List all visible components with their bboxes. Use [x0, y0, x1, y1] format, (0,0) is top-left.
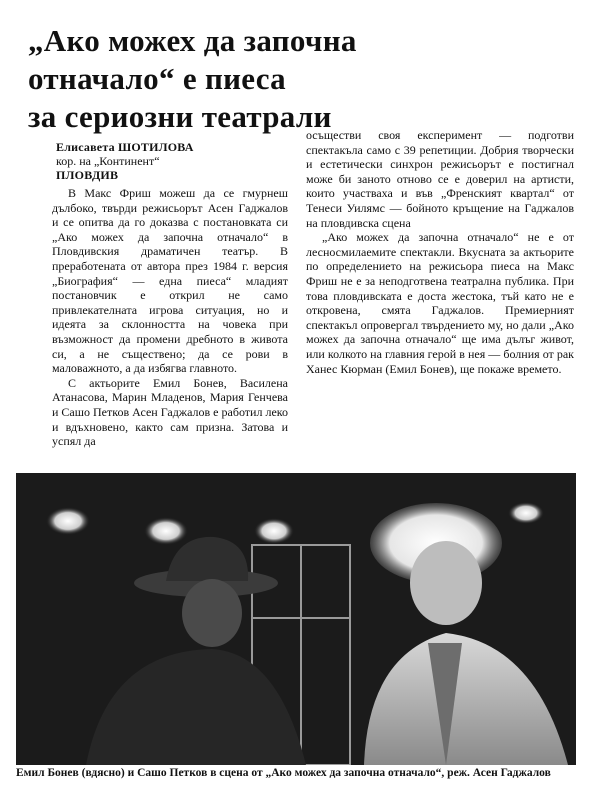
column-2-paragraph-2: „Ако можех да започна отначало“ не е от лесносмилаемите спектакли. Вкусната за актьорите по определението на режисьора пиеса на Макс Фриш не е за неподготвена театрална публика. При това пловдивската е доста жестока, тъй като не е откровена, смята Гаджалов. Премиерният спектакъл опровергал твърдението му, но дали „Ако можех да започна отначало“ ще има дълъг живот, или колкото на главния герой в нея — болния от рак Ханес Кюрман (Емил Бонев), ще покаже времето.: [306, 230, 574, 376]
headline-line-3: за сериозни театрали: [28, 99, 332, 134]
byline-role: кор. на „Континент“: [56, 154, 160, 168]
photo-caption: Емил Бонев (вдясно) и Сашо Петков в сцена от „Ако можех да започна отначало“, реж. Асен Гаджалов: [16, 767, 551, 779]
stage-light-4: [508, 502, 544, 524]
stage-light-3: [254, 518, 294, 544]
stage-photo-image: [16, 473, 576, 765]
column-1-paragraph-2: С актьорите Емил Бонев, Василена Атанасова, Марин Младенов, Мария Генчева и Сашо Петков Асен Гаджалов е работил леко и вдъхновено, както сам призна. Затова и успял да: [52, 375, 288, 449]
headline-line-2: отначало“ е пиеса: [28, 61, 286, 96]
column-1-paragraph-1: В Макс Фриш можеш да се гмурнеш дълбоко, твърди режисьорът Асен Гаджалов и се опитва да го доказва с постановката си „Ако можех да започна отначало“ в Пловдивския драматичен театър. В преработената от автора през 1984 г. версия „Биография“ — една пиеса“ младият постановчик е открил не само привлекателната игрова ситуация, но и идеята за склонността на човека при възможност да промени дребното в живота си, а не съществено; да се рови в маловажното, а да избягва главното.: [52, 186, 288, 376]
article-column-2: [306, 128, 574, 376]
headline-line-1: „Ако можех да започна: [28, 23, 357, 58]
stage-light-1: [46, 507, 90, 535]
column-2-paragraph-1: осъществи своя експеримент — подготви спектакъла само с 39 репетиции. Добрия творчески и естетически синхрон режисьорът е постигнал може би заното отново се е доверил на артисти, които участваха и във „Френският квартал“ от Тенеси Уилямс — бойното кръщение на Гаджалов на пловдивска сцена: [306, 128, 574, 230]
stage-photo: [16, 473, 576, 765]
article-column-1: [52, 186, 288, 449]
byline-author: Елисавета ШОТИЛОВА: [56, 140, 194, 154]
byline-city: ПЛОВДИВ: [56, 168, 119, 182]
stage-light-2: [144, 517, 188, 545]
byline: [56, 140, 296, 182]
article-headline: [28, 22, 588, 136]
